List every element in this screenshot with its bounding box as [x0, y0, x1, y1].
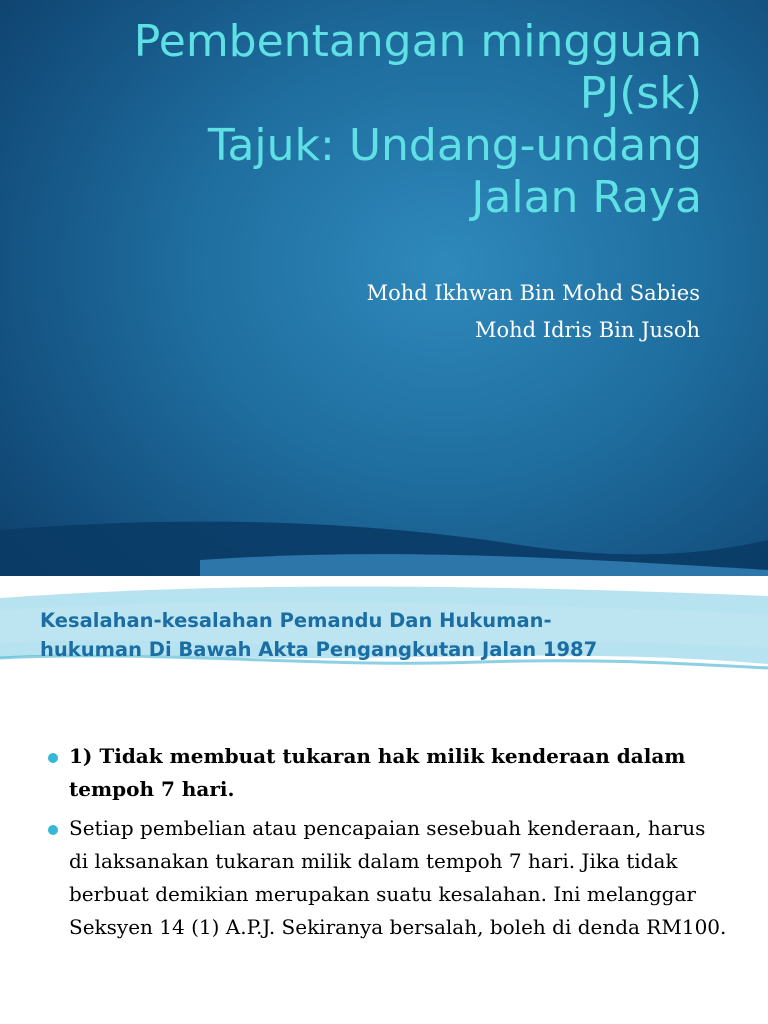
title-line: PJ(sk)	[579, 68, 702, 119]
list-item	[48, 740, 728, 806]
bullet-text: Setiap pembelian atau pencapaian sesebuah kenderaan, harus di laksanakan tukaran milik dalam tempoh 7 hari. Jika tidak berbuat demikian merupakan suatu kesalahan. Ini melanggar Seksyen 14 (1) A.P.J. Sekiranya bersalah, boleh di denda RM100.	[69, 816, 727, 939]
title-line: Jalan Raya	[471, 172, 702, 223]
author-list	[367, 275, 700, 349]
author-name: Mohd Idris Bin Jusoh	[475, 318, 700, 342]
list-item	[48, 812, 728, 944]
heading-line: Kesalahan-kesalahan Pemandu Dan Hukuman-	[40, 609, 552, 632]
bullet-list	[48, 740, 728, 950]
bullet-icon	[48, 825, 58, 835]
heading-line: hukuman Di Bawah Akta Pengangkutan Jalan 1987	[40, 638, 598, 661]
slide-title	[42, 16, 702, 224]
title-line: Pembentangan mingguan	[133, 16, 702, 67]
bullet-text: 1) Tidak membuat tukaran hak milik kenderaan dalam tempoh 7 hari.	[69, 744, 686, 801]
bullet-icon	[48, 753, 58, 763]
title-line: Tajuk: Undang-undang	[207, 120, 702, 171]
author-name: Mohd Ikhwan Bin Mohd Sabies	[366, 281, 700, 305]
slide-heading	[40, 606, 740, 664]
